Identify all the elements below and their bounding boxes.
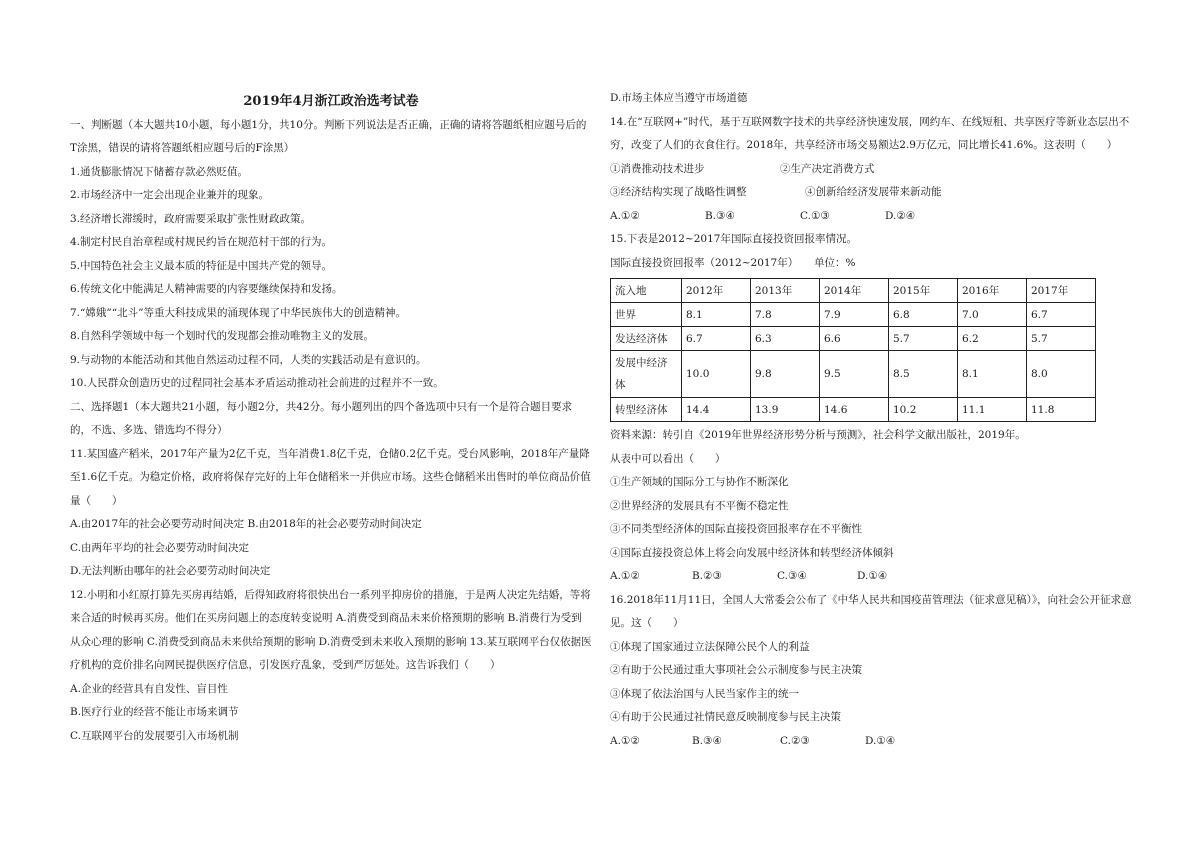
page-title: 2019年4月浙江政治选考试卷 (243, 94, 419, 109)
judgment-6: 6.传统文化中能满足人精神需要的内容要继续保持和发扬。 (70, 283, 343, 295)
table-cell: 发达经济体 (611, 327, 682, 351)
table-cell: 10.2 (889, 398, 958, 422)
question-12-13: 12.小明和小红原打算先买房再结婚，后得知政府将很快出台一系列平抑房价的措施，于是两人决定先结婚，等将来合适的时候再买房。他们在买房问题上的态度转变说明 A.消费受到商品未来价格预期的影响 B.消费行为受到从众心理的影响 C.消费受到商品未来供给预期的影响 D.消费受到未来收入预期的影响 13.某互联网平台仅依据医疗机构的竞价排名向网民提供医疗信息，引发医疗乱象，受到严厉惩处。这告诉我们（ ） (70, 588, 592, 671)
q13-option-b: B.医疗行业的经营不能让市场来调节 (70, 706, 239, 718)
q16-statement-1: ①体现了国家通过立法保障公民个人的利益 (610, 640, 810, 653)
table-header: 2017年 (1027, 279, 1096, 303)
table-cell: 8.5 (889, 351, 958, 398)
table-header-row (611, 279, 1096, 303)
question-15-intro: 15.下表是2012~2017年国际直接投资回报率情况。 (610, 233, 857, 245)
table-header: 流入地 (611, 279, 682, 303)
judgment-8: 8.自然科学领域中每一个划时代的发现都会推动唯物主义的发展。 (70, 330, 375, 342)
q15-statement-4: ④国际直接投资总体上将会向发展中经济体和转型经济体倾斜 (610, 546, 894, 559)
q15-statement-1: ①生产领域的国际分工与协作不断深化 (610, 476, 789, 488)
question-16: 16.2018年11月11日，全国人大常委会公布了《中华人民共和国疫苗管理法（征求意见稿）》，向社会公开征求意见。这（ ） (610, 593, 1132, 629)
table-row (611, 303, 1096, 327)
table-cell: 5.7 (889, 327, 958, 351)
table-cell: 6.7 (1027, 303, 1096, 327)
judgment-2: 2.市场经济中一定会出现企业兼并的现象。 (70, 189, 270, 201)
table-cell: 10.0 (682, 351, 751, 398)
table-cell: 13.9 (751, 398, 820, 422)
judgment-5: 5.中国特色社会主义最本质的特征是中国共产党的领导。 (70, 259, 333, 272)
q16-option-d: D.①④ (865, 734, 896, 747)
right-column (610, 87, 1132, 753)
q14-statement-4: ④创新给经济发展带来新动能 (805, 186, 942, 198)
q11-options-ab: A.由2017年的社会必要劳动时间决定 B.由2018年的社会必要劳动时间决定 (70, 518, 422, 530)
question-14: 14.在“互联网+”时代，基于互联网数字技术的共享经济快速发展，网约车、在线短租、共享医疗等新业态层出不穷，改变了人们的衣食住行。2018年，共享经济市场交易额达2.9万亿元，同比增长41.6%。这表明（ ） (610, 115, 1130, 151)
q15-option-b: B.②③ (692, 570, 722, 582)
q16-statement-2: ②有助于公民通过重大事项社会公示制度参与民主决策 (610, 664, 862, 676)
table-cell: 8.0 (1027, 351, 1096, 398)
q15-statement-3: ③不同类型经济体的国际直接投资回报率存在不平衡性 (610, 523, 862, 535)
table-cell: 7.0 (958, 303, 1027, 327)
q16-option-b: B.③④ (692, 734, 722, 747)
table-cell: 6.3 (751, 327, 820, 351)
investment-return-table (610, 278, 1096, 422)
q15-option-c: C.③④ (777, 570, 807, 582)
judgment-4: 4.制定村民自治章程或村规民约旨在规范村干部的行为。 (70, 236, 333, 248)
q15-statement-2: ②世界经济的发展具有不平衡不稳定性 (610, 499, 789, 512)
q11-option-c: C.由两年平均的社会必要劳动时间决定 (70, 541, 249, 554)
q14-option-b: B.③④ (705, 209, 735, 222)
q15-question: 从表中可以看出（ ） (610, 452, 726, 465)
q15-options (610, 565, 1132, 589)
q14-statements-12 (610, 158, 1132, 182)
table-caption: 国际直接投资回报率（2012~2017年） 单位：% (610, 256, 856, 269)
q16-option-a: A.①② (610, 734, 640, 747)
table-header: 2013年 (751, 279, 820, 303)
table-cell: 7.8 (751, 303, 820, 327)
table-cell: 11.8 (1027, 398, 1096, 422)
q13-option-d: D.市场主体应当遵守市场道德 (610, 92, 748, 104)
table-cell: 9.5 (820, 351, 889, 398)
table-cell: 6.6 (820, 327, 889, 351)
q16-option-c: C.②③ (780, 734, 810, 747)
question-11: 11.某国盛产稻米，2017年产量为2亿千克，当年消费1.8亿千克，仓储0.2亿千克。受台风影响，2018年产量降至1.6亿千克。为稳定价格，政府将保存完好的上年仓储稻米一并供应市场。这些仓储稻米出售时的单位商品价值量（ ） (70, 447, 591, 507)
section2-intro: 二、选择题1（本大题共21小题，每小题2分，共42分。每小题列出的四个备选项中只有一个是符合题目要求的，不选、多选、错选均不得分） (70, 400, 573, 436)
q11-option-d: D.无法判断由哪年的社会必要劳动时间决定 (70, 565, 271, 577)
q14-statement-2: ②生产决定消费方式 (780, 162, 875, 175)
judgment-10: 10.人民群众创造历史的过程同社会基本矛盾运动推动社会前进的过程并不一致。 (70, 377, 444, 389)
judgment-9: 9.与动物的本能活动和其他自然运动过程不同，人类的实践活动是有意识的。 (70, 353, 427, 366)
table-cell: 发展中经济体 (611, 351, 682, 398)
table-cell: 6.7 (682, 327, 751, 351)
table-header: 2016年 (958, 279, 1027, 303)
table-cell: 7.9 (820, 303, 889, 327)
left-column (70, 0, 592, 748)
table-row (611, 327, 1096, 351)
table-cell: 转型经济体 (611, 398, 682, 422)
table-cell: 11.1 (958, 398, 1027, 422)
q14-statement-3: ③经济结构实现了战略性调整 (610, 186, 747, 198)
table-row (611, 351, 1096, 398)
table-cell: 14.4 (682, 398, 751, 422)
q14-option-c: C.①③ (800, 209, 830, 222)
table-header: 2015年 (889, 279, 958, 303)
table-cell: 14.6 (820, 398, 889, 422)
table-cell: 6.2 (958, 327, 1027, 351)
table-row (611, 398, 1096, 422)
q13-option-a: A.企业的经营具有自发性、盲目性 (70, 682, 228, 695)
q14-statement-1: ①消费推动技术进步 (610, 162, 705, 175)
section1-intro: 一、判断题（本大题共10小题，每小题1分，共10分。判断下列说法是否正确，正确的请将答题纸相应题号后的T涂黑，错误的请将答题纸相应题号后的F涂黑） (70, 118, 587, 154)
table-header: 2012年 (682, 279, 751, 303)
judgment-7: 7.“嫦娥”“北斗”等重大科技成果的涌现体现了中华民族伟大的创造精神。 (70, 306, 406, 319)
q14-option-a: A.①② (610, 209, 640, 222)
table-cell: 世界 (611, 303, 682, 327)
q14-option-d: D.②④ (885, 209, 916, 222)
table-cell: 8.1 (958, 351, 1027, 398)
q16-statement-4: ④有助于公民通过社情民意反映制度参与民主决策 (610, 711, 841, 723)
table-cell: 6.8 (889, 303, 958, 327)
table-cell: 5.7 (1027, 327, 1096, 351)
table-cell: 9.8 (751, 351, 820, 398)
table-cell: 8.1 (682, 303, 751, 327)
q14-statements-34 (610, 181, 1132, 205)
q14-options (610, 205, 1132, 229)
q13-option-c: C.互联网平台的发展要引入市场机制 (70, 729, 239, 742)
q16-statement-3: ③体现了依法治国与人民当家作主的统一 (610, 687, 799, 700)
q16-options (610, 730, 1132, 754)
table-header: 2014年 (820, 279, 889, 303)
q15-option-d: D.①④ (857, 570, 888, 582)
judgment-1: 1.通货膨胀情况下储蓄存款必然贬值。 (70, 165, 249, 178)
q15-option-a: A.①② (610, 570, 640, 582)
judgment-3: 3.经济增长滞缓时，政府需要采取扩张性财政政策。 (70, 212, 312, 225)
table-source: 资料来源：转引自《2019年世界经济形势分析与预测》，社会科学文献出版社，2019年。 (610, 429, 1026, 441)
